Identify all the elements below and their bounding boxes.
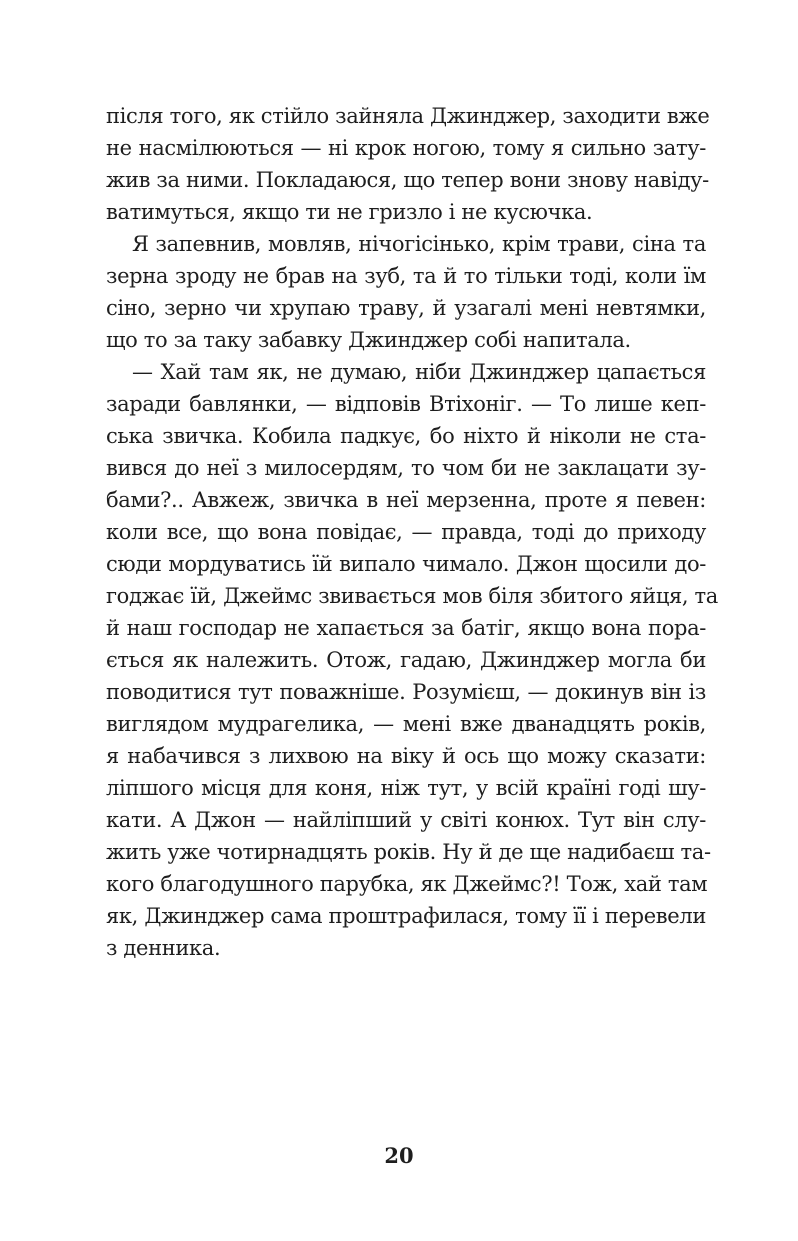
text-line: я набачився з лихвою на віку й ось що можу сказати:: [106, 744, 706, 768]
text-line: кати. А Джон — найліпший у світі конюх. Тут він слу-: [106, 808, 706, 832]
text-line: бами?.. Авжеж, звичка в неї мерзенна, проте я певен:: [106, 488, 706, 512]
text-line: поводитися тут поважніше. Розумієш, — докинув він із: [106, 680, 706, 704]
body-text: [106, 100, 718, 964]
text-line: ська звичка. Кобила падкує, бо ніхто й ніколи не ста-: [106, 424, 706, 448]
text-line: ватимуться, якщо ти не гризло і не кусючка.: [106, 200, 593, 224]
text-line: виглядом мудрагелика, — мені вже дванадцять років,: [106, 712, 706, 736]
text-line: й наш господар не хапається за батіг, якщо вона пора-: [106, 616, 706, 640]
text-line: — Хай там як, не думаю, ніби Джинджер цапається: [132, 360, 706, 384]
text-line: з денника.: [106, 936, 221, 960]
text-line: ється як належить. Отож, гадаю, Джинджер могла би: [106, 648, 706, 672]
text-line: кого благодушного парубка, як Джеймс?! Тож, хай там: [106, 872, 708, 896]
text-line: коли все, що вона повідає, — правда, тоді до приходу: [106, 520, 706, 544]
text-line: заради бавлянки, — відповів Втіхоніг. — То лише кеп-: [106, 392, 706, 416]
text-line: жить уже чотирнадцять років. Ну й де ще надибаєш та-: [106, 840, 711, 864]
text-line: після того, як стійло зайняла Джинджер, заходити вже: [106, 104, 710, 128]
text-line: ліпшого місця для коня, ніж тут, у всій країні годі шу-: [106, 776, 706, 800]
text-line: сюди мордуватись їй випало чимало. Джон щосили до-: [106, 552, 706, 576]
page-number: 20: [384, 1143, 414, 1168]
text-line: сіно, зерно чи хрупаю траву, й узагалі мені невтямки,: [106, 296, 706, 320]
text-line: зерна зроду не брав на зуб, та й то тільки тоді, коли їм: [106, 264, 706, 288]
text-line: що то за таку забавку Джинджер собі напитала.: [106, 328, 631, 352]
text-line: як, Джинджер сама проштрафилася, тому її і перевели: [106, 904, 706, 928]
text-line: не насмілюються — ні крок ногою, тому я сильно зату-: [106, 136, 706, 160]
text-line: годжає їй, Джеймс звивається мов біля збитого яйця, та: [106, 584, 718, 608]
text-line: вився до неї з милосердям, то чом би не заклацати зу-: [106, 456, 706, 480]
text-line: Я запевнив, мовляв, нічогісінько, крім трави, сіна та: [132, 232, 706, 256]
text-line: жив за ними. Покладаюся, що тепер вони знову навіду-: [106, 168, 709, 192]
